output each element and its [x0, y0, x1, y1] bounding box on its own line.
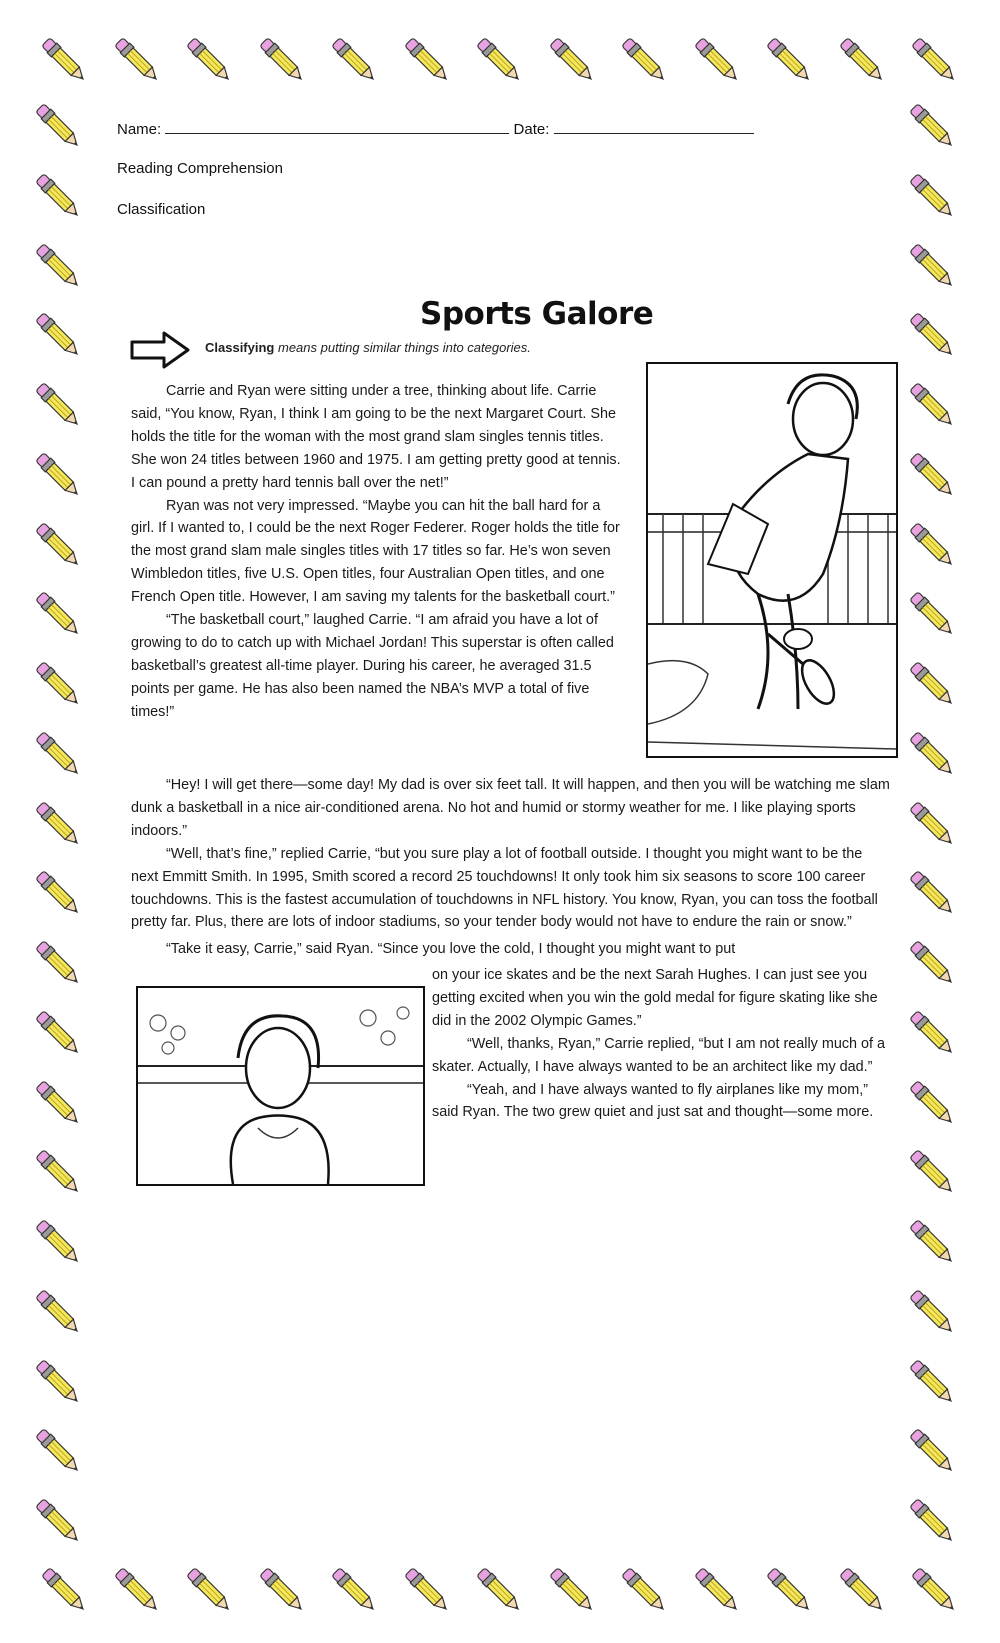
pencil-icon	[902, 1212, 964, 1274]
pencil-icon	[902, 933, 964, 995]
pencil-icon	[28, 166, 90, 228]
pencil-icon	[832, 30, 894, 92]
name-label: Name:	[117, 121, 162, 138]
pencil-icon	[902, 1491, 964, 1553]
skill-label: Classification	[117, 201, 206, 218]
pencil-icon	[179, 30, 241, 92]
pencil-icon	[34, 30, 96, 92]
pencil-icon	[614, 30, 676, 92]
pencil-icon	[469, 30, 531, 92]
tip-bold: Classifying	[205, 340, 275, 355]
pencil-icon	[832, 1560, 894, 1622]
pencil-icon	[28, 1282, 90, 1344]
pencil-icon	[28, 584, 90, 646]
pencil-icon	[28, 933, 90, 995]
pencil-icon	[902, 305, 964, 367]
pencil-icon	[904, 1560, 966, 1622]
story-paragraph: Ryan was not very impressed. “Maybe you can hit the ball hard for a girl. If I wanted to, I could be the next Roger Federer. Roger holds the title for the most grand slam male singles titles with 17 titles so far. He’s won seven Wimbledon titles, five U.S. Open titles, four Australian Open titles, and one French Open title. However, I am saving my talents for the basketball court.”	[131, 497, 620, 606]
pencil-icon	[28, 1073, 90, 1135]
pencil-icon	[902, 654, 964, 716]
tip-rest: means putting similar things into categories.	[277, 340, 531, 355]
pencil-icon	[28, 1421, 90, 1483]
pencil-icon	[759, 30, 821, 92]
pencil-icon	[902, 1282, 964, 1344]
pencil-icon	[28, 445, 90, 507]
pencil-icon	[759, 1560, 821, 1622]
pencil-icon	[902, 515, 964, 577]
pencil-icon	[902, 1421, 964, 1483]
pencil-icon	[28, 236, 90, 298]
pencil-icon	[902, 584, 964, 646]
skater-icon	[138, 988, 423, 1184]
tennis-player-illustration	[646, 362, 898, 758]
pencil-icon	[687, 30, 749, 92]
worksheet-title: Sports Galore	[420, 296, 654, 332]
pencil-icon	[28, 863, 90, 925]
pencil-icon	[902, 1352, 964, 1414]
name-date-row	[117, 119, 754, 138]
story-paragraph: on your ice skates and be the next Sarah Hughes. I can just see you getting excited when you win the gold medal for figure skating like she did in the 2002 Olympic Games.”	[432, 967, 878, 1029]
pencil-icon	[179, 1560, 241, 1622]
pencil-icon	[902, 1003, 964, 1065]
pencil-icon	[687, 1560, 749, 1622]
pencil-icon	[28, 794, 90, 856]
pencil-icon	[28, 654, 90, 716]
pencil-icon	[902, 863, 964, 925]
pencil-icon	[252, 30, 314, 92]
pencil-icon	[614, 1560, 676, 1622]
pencil-icon	[542, 1560, 604, 1622]
skater-illustration	[136, 986, 425, 1186]
story-paragraph: Carrie and Ryan were sitting under a tree, thinking about life. Carrie said, “You know, Ryan, I think I am going to be the next Margaret Court. She holds the title for the woman with the most grand slam singles tennis titles. She won 24 titles between 1960 and 1975. I am getting pretty good at tennis. I can pound a pretty hard tennis ball over the net!”	[131, 383, 621, 491]
story-paragraph: “Yeah, and I have always wanted to fly airplanes like my mom,” said Ryan. The two grew quiet and just sat and thought—some more.	[432, 1081, 874, 1121]
name-field[interactable]	[165, 119, 509, 134]
pencil-icon	[107, 1560, 169, 1622]
pencil-icon	[324, 30, 386, 92]
pencil-icon	[397, 1560, 459, 1622]
pencil-border-bottom	[34, 1560, 966, 1630]
pencil-icon	[252, 1560, 314, 1622]
pencil-icon	[28, 1212, 90, 1274]
story-paragraph: “Well, that’s fine,” replied Carrie, “but you sure play a lot of football outside. I thought you might want to be the next Emmitt Smith. In 1995, Smith scored a record 25 touchdowns! It only took him six seasons to score 100 career touchdowns. This is the fastest accumulation of touchdowns in NFL history. You know, Ryan, you can toss the football pretty far. Plus, there are lots of indoor stadiums, so your tender body would not have to endure the rain or snow.”	[131, 845, 878, 931]
pencil-icon	[902, 236, 964, 298]
story-column-middle	[131, 774, 893, 934]
pencil-icon	[904, 30, 966, 92]
story-paragraph: “The basketball court,” laughed Carrie. “I am afraid you have a lot of growing to do to catch up with Michael Jordan! This superstar is often called basketball’s greatest all-time player. During his career, he averaged 31.5 points per game. He has also been named the NBA’s MVP a total of five times!”	[131, 612, 614, 720]
date-field[interactable]	[554, 119, 754, 134]
pencil-icon	[902, 794, 964, 856]
pencil-icon	[324, 1560, 386, 1622]
pencil-icon	[28, 375, 90, 437]
pencil-icon	[34, 1560, 96, 1622]
tennis-player-icon	[648, 364, 896, 756]
pencil-icon	[28, 1003, 90, 1065]
pencil-icon	[28, 96, 90, 158]
pencil-border-right	[902, 96, 972, 1553]
pencil-icon	[902, 445, 964, 507]
pencil-icon	[28, 1352, 90, 1414]
pencil-border-top	[34, 30, 966, 100]
story-paragraph-first-line: “Take it easy, Carrie,” said Ryan. “Since you love the cold, I thought you might want to put	[166, 941, 736, 957]
pencil-icon	[902, 166, 964, 228]
pencil-icon	[902, 1073, 964, 1135]
tip-text	[205, 340, 531, 355]
arrow-icon	[130, 330, 192, 370]
story-column-bottom	[432, 964, 894, 1124]
pencil-icon	[902, 1142, 964, 1204]
pencil-icon	[542, 30, 604, 92]
story-paragraph: “Hey! I will get there—some day! My dad is over six feet tall. It will happen, and then you will be watching me slam dunk a basketball in a nice air-conditioned arena. No hot and humid or stormy weather for me. I like playing sports indoors.”	[131, 777, 890, 839]
pencil-icon	[28, 724, 90, 786]
subject-label: Reading Comprehension	[117, 160, 283, 177]
pencil-icon	[902, 96, 964, 158]
pencil-icon	[902, 375, 964, 437]
date-label: Date:	[513, 121, 550, 138]
pencil-icon	[397, 30, 459, 92]
pencil-icon	[28, 1491, 90, 1553]
story-paragraph: “Well, thanks, Ryan,” Carrie replied, “but I am not really much of a skater. Actually, I have always wanted to be an architect like my dad.”	[432, 1035, 886, 1075]
pencil-icon	[902, 724, 964, 786]
story-column-top	[131, 380, 625, 724]
pencil-icon	[107, 30, 169, 92]
pencil-border-left	[28, 96, 98, 1553]
pencil-icon	[469, 1560, 531, 1622]
pencil-icon	[28, 305, 90, 367]
pencil-icon	[28, 515, 90, 577]
pencil-icon	[28, 1142, 90, 1204]
